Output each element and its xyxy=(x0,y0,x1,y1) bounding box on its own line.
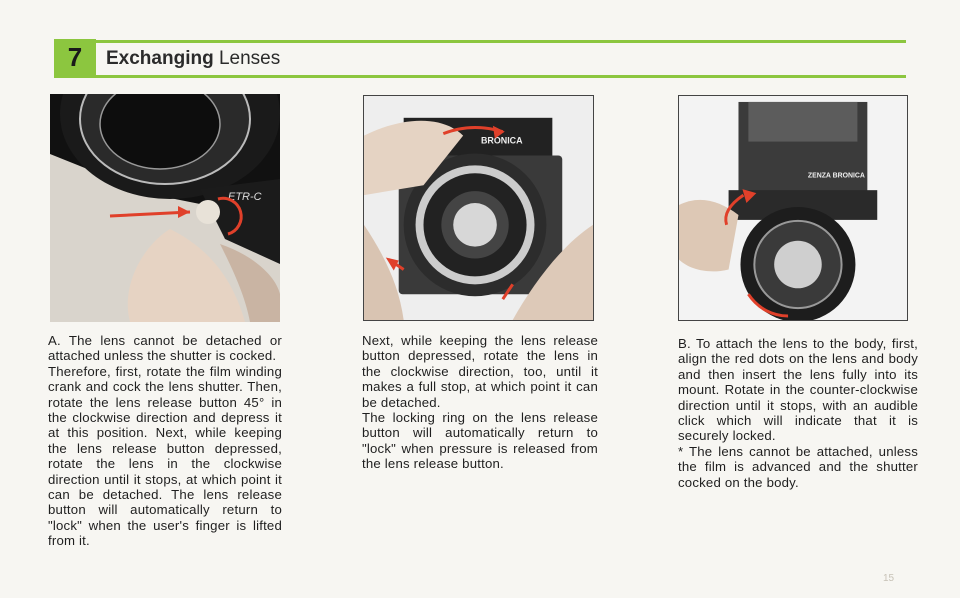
section-number: 7 xyxy=(54,39,96,77)
instruction-column-c xyxy=(678,336,918,490)
page-number: 15 xyxy=(883,573,895,584)
camera-brand-label-c: ZENZA BRONICA xyxy=(807,172,865,180)
photo-a-illustration xyxy=(50,94,280,322)
section-header xyxy=(54,40,906,78)
photo-attach-lens xyxy=(678,95,908,321)
paragraph: Next, while keeping the lens release button depressed, rotate the lens in the clockwise direction, too, until it makes a full stop, at which point it can be detached. xyxy=(362,333,598,410)
photo-lens-release-button xyxy=(50,94,280,322)
photo-b-illustration xyxy=(364,96,593,320)
paragraph: Therefore, first, rotate the film winding crank and cock the lens shutter. Then, rotate the lens release button 45° in the clockwise direction and depress it at this position. Next, while keeping the lens release button depressed, rotate the lens in the clockwise direction until it stops, at which point it can be detached. The lens release button will automatically return to "lock" when the user's finger is lifted from it. xyxy=(48,363,282,549)
camera-brand-label: BRONICA xyxy=(480,135,523,146)
section-title-rest: Lenses xyxy=(218,48,281,69)
paragraph: The locking ring on the lens release button will automatically return to "lock" when pressure is released from the lens release button. xyxy=(362,410,598,472)
camera-label-etrc: ETR-C xyxy=(228,191,262,203)
photo-rotate-lens xyxy=(363,95,594,321)
paragraph: A. The lens cannot be detached or attached unless the shutter is cocked. xyxy=(48,333,282,364)
paragraph: B. To attach the lens to the body, first, align the red dots on the lens and body and then insert the lens fully into its mount. Rotate in the counter-clockwise direction until it stops, with an audible click which will indicate that it is securely locked. xyxy=(678,336,918,444)
section-title xyxy=(106,48,280,70)
paragraph: * The lens cannot be attached, unless the film is advanced and the shutter cocked on the body. xyxy=(678,443,918,490)
section-title-bold: Exchanging xyxy=(106,48,214,69)
instruction-column-b xyxy=(362,333,598,472)
photo-c-illustration xyxy=(679,96,907,320)
instruction-column-a xyxy=(48,333,282,549)
